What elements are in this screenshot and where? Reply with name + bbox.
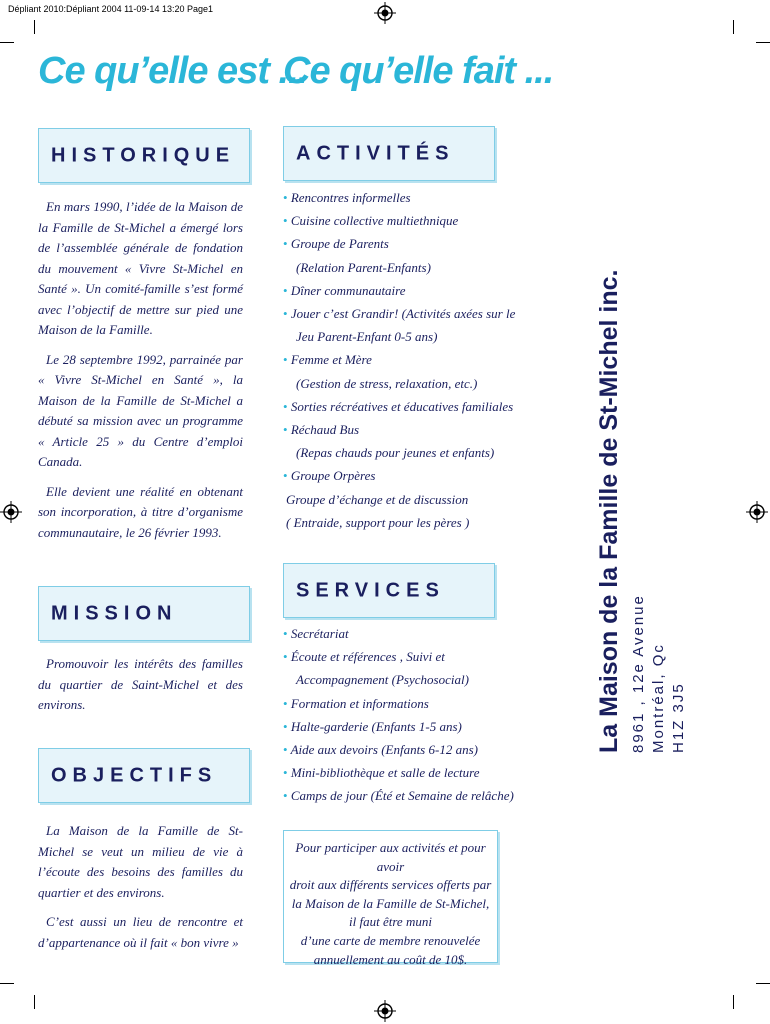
crop-mark <box>34 995 35 1009</box>
bullet-icon: • <box>283 468 288 484</box>
bullet-icon: • <box>283 236 288 252</box>
activites-title-box <box>283 126 495 181</box>
services-item <box>283 692 498 715</box>
activites-item <box>283 395 514 418</box>
activites-item <box>283 209 498 232</box>
objectifs-paragraph: La Maison de la Famille de St-Michel se veut un milieu de vie à l’écoute des besoins des familles du quartier et des environs. <box>38 823 243 900</box>
bullet-icon: • <box>283 765 288 781</box>
mission-title-box <box>38 586 250 641</box>
crop-mark <box>733 20 734 34</box>
bullet-icon: • <box>283 213 288 229</box>
services-item <box>283 715 498 738</box>
services-item-label: Mini-bibliothèque et salle de lecture <box>290 765 480 781</box>
crop-mark <box>34 20 35 34</box>
notice-line: d’une carte de membre renouvelée <box>300 932 481 948</box>
mission-text <box>38 654 243 725</box>
activites-item-label: Femme et Mère <box>290 352 372 368</box>
activites-item-label: Jouer c’est Grandir! (Activités axées sur le <box>290 306 516 322</box>
address-postal-code: H1Z 3J5 <box>670 682 687 753</box>
services-item-label: Halte-garderie (Enfants 1-5 ans) <box>290 718 462 734</box>
services-item-label: Aide aux devoirs (Enfants 6-12 ans) <box>290 742 478 758</box>
crop-mark <box>0 42 14 43</box>
activites-item <box>283 279 498 302</box>
activites-item-label: Rencontres informelles <box>290 190 411 205</box>
services-title: SERVICES <box>296 579 445 601</box>
activites-item-detail: (Relation Parent-Enfants) <box>296 259 431 275</box>
services-item <box>283 645 498 668</box>
registration-mark-icon <box>746 501 768 523</box>
activites-item <box>283 418 498 441</box>
services-item-label: Camps de jour (Été et Semaine de relâche) <box>290 788 514 804</box>
services-title-box <box>283 563 495 618</box>
bullet-icon: • <box>283 649 288 665</box>
crop-mark <box>0 983 14 984</box>
bullet-icon: • <box>283 742 288 758</box>
notice-line: Pour participer aux activités et pour avoir <box>295 840 486 874</box>
activites-list <box>283 186 516 534</box>
services-item-detail: Accompagnement (Psychosocial) <box>296 672 469 688</box>
services-item <box>283 738 498 761</box>
crop-mark <box>733 995 734 1009</box>
crop-mark <box>756 983 770 984</box>
activites-item-detail: ( Entraide, support pour les pères ) <box>286 514 470 530</box>
bullet-icon: • <box>283 282 288 298</box>
services-item <box>283 622 498 645</box>
historique-title-box <box>38 128 250 183</box>
activites-item-detail: (Repas chauds pour jeunes et enfants) <box>296 445 495 461</box>
objectifs-text <box>38 821 243 962</box>
bullet-icon: • <box>283 422 288 438</box>
historique-text <box>38 197 243 552</box>
print-slug: Dépliant 2010:Dépliant 2004 11-09-14 13:20 Page1 <box>8 4 213 14</box>
activites-item <box>283 348 498 371</box>
historique-paragraph: En mars 1990, l’idée de la Maison de la Famille de St-Michel a émergé lors de l’assemblée générale de fondation du mouvement « Vivre St-Michel en Santé ». Un comité-famille s’est formé avec l’objectif de mettre sur pied une Maison de la Famille. <box>38 199 243 337</box>
notice-line: annuellement au coût de 10$. <box>313 951 468 967</box>
bullet-icon: • <box>283 695 288 711</box>
mission-paragraph: Promouvoir les intérêts des familles du quartier de Saint-Michel et des environs. <box>38 656 243 712</box>
organization-block <box>555 248 687 753</box>
services-item-label: Secrétariat <box>290 626 349 641</box>
activites-item-label: Dîner communautaire <box>290 282 406 298</box>
bullet-icon: • <box>283 306 288 322</box>
services-item <box>283 761 498 784</box>
address-street: 8961 , 12e Avenue <box>630 594 647 753</box>
activites-item-label: Sorties récréatives et éducatives familiales <box>290 398 514 414</box>
membership-notice-text <box>284 839 497 969</box>
historique-paragraph: Elle devient une réalité en obtenant son incorporation, à titre d’organisme communautaire, le 26 février 1993. <box>38 483 243 540</box>
services-item-label: Formation et informations <box>290 695 429 711</box>
crop-mark <box>756 42 770 43</box>
objectifs-paragraph: C’est aussi un lieu de rencontre et d’appartenance où il fait « bon vivre » <box>38 914 243 950</box>
organization-name: La Maison de la Famille de St-Michel inc. <box>595 269 623 753</box>
notice-line: il faut être muni <box>349 914 432 930</box>
heading-right: Ce qu’elle fait ... <box>283 50 554 92</box>
historique-title: HISTORIQUE <box>51 144 236 166</box>
activites-item <box>283 186 498 209</box>
registration-mark-icon <box>374 1000 396 1022</box>
membership-notice <box>283 830 498 967</box>
bullet-icon: • <box>283 718 288 734</box>
registration-mark-icon <box>0 501 22 523</box>
activites-item-label: Groupe Orpères <box>290 468 376 484</box>
mission-title: MISSION <box>51 602 178 624</box>
heading-left: Ce qu’elle est ... <box>38 50 308 92</box>
activites-item <box>283 302 516 325</box>
objectifs-title-box <box>38 748 250 803</box>
bullet-icon: • <box>283 626 288 641</box>
historique-paragraph: Le 28 septembre 1992, parrainée par « Vivre St-Michel en Santé », la Maison de la Famille de St-Michel a débuté sa mission avec un programme « Article 25 » du Centre d’emploi Canada. <box>38 351 243 469</box>
activites-item <box>283 464 498 487</box>
activites-item-detail: (Gestion de stress, relaxation, etc.) <box>296 375 478 391</box>
services-item-label: Écoute et références , Suivi et <box>290 649 445 665</box>
bullet-icon: • <box>283 190 288 205</box>
bullet-icon: • <box>283 788 288 804</box>
bullet-icon: • <box>283 398 288 414</box>
activites-item-label: Réchaud Bus <box>290 422 360 438</box>
activites-item <box>283 232 498 255</box>
notice-line: droit aux différents services offerts par <box>289 877 492 893</box>
activites-item-label: Groupe de Parents <box>290 236 389 252</box>
address-city: Montréal, Qc <box>650 643 667 753</box>
activites-title: ACTIVITÉS <box>296 142 455 164</box>
services-list <box>283 622 514 808</box>
services-item <box>283 784 514 807</box>
objectifs-title: OBJECTIFS <box>51 764 218 786</box>
bullet-icon: • <box>283 352 288 368</box>
notice-line: la Maison de la Famille de St-Michel, <box>291 895 490 911</box>
registration-mark-icon <box>374 2 396 24</box>
activites-item-detail: Groupe d’échange et de discussion <box>286 491 469 507</box>
activites-item-label: Cuisine collective multiethnique <box>290 213 459 229</box>
activites-item-detail: Jeu Parent-Enfant 0-5 ans) <box>296 329 438 345</box>
